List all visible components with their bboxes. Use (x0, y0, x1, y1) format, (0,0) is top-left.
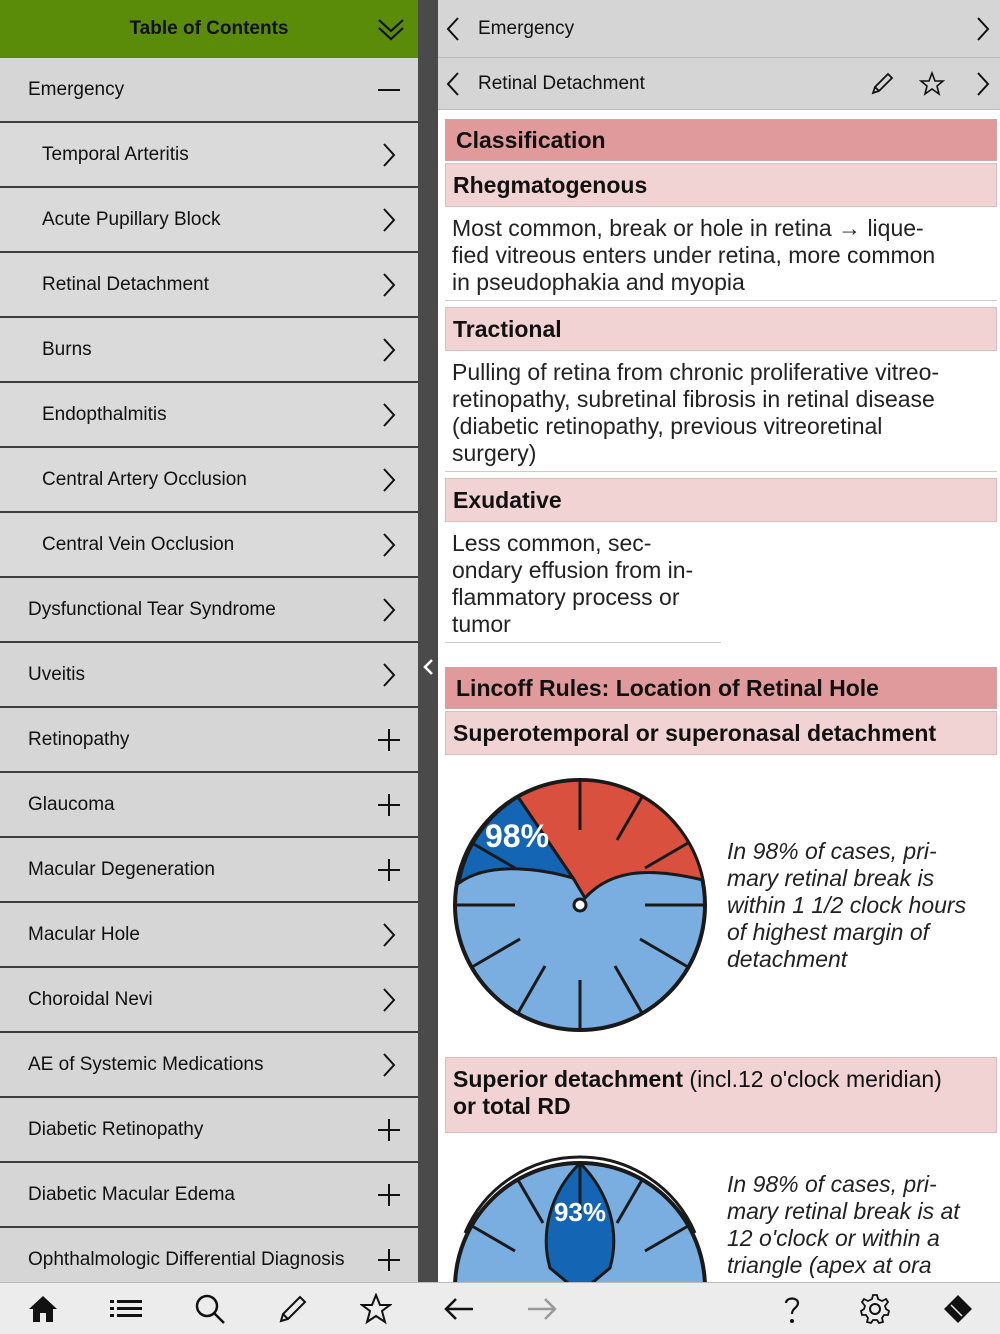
plus-icon[interactable] (374, 1115, 404, 1145)
toc-title: Table of Contents (129, 18, 289, 39)
text-line: (diabetic retinopathy, previous vitreoretinal (452, 413, 883, 439)
chevron-right-icon[interactable] (374, 660, 404, 690)
arrow-left-icon[interactable] (443, 1293, 475, 1325)
toc-item[interactable] (0, 1228, 418, 1282)
chevron-right-icon[interactable] (374, 465, 404, 495)
chevron-right-icon[interactable] (374, 530, 404, 560)
toc-item-label: Diabetic Macular Edema (28, 1183, 235, 1205)
retina-clock-diagram (445, 1153, 715, 1282)
diagram-superotemporal (445, 755, 997, 1055)
toc-item-label: Central Vein Occlusion (42, 533, 235, 555)
tractional-header: Tractional (445, 307, 997, 351)
text-line: In 98% of cases, pri- (727, 837, 937, 864)
star-icon[interactable] (360, 1293, 392, 1325)
chevron-right-icon[interactable] (968, 15, 996, 43)
section-title: Emergency (478, 17, 575, 39)
plus-icon[interactable] (374, 1180, 404, 1210)
toc-item-label: Diabetic Retinopathy (28, 1118, 204, 1140)
chevron-right-icon[interactable] (374, 270, 404, 300)
text-line: surgery) (452, 440, 537, 466)
text-line: flammatory process or (452, 584, 680, 610)
tractional-text (445, 351, 997, 472)
home-icon[interactable] (27, 1293, 59, 1325)
diagram2-percent-label: 93% (553, 1197, 607, 1227)
text-line: Pulling of retina from chronic proliferative vitreo- (452, 359, 940, 385)
toc-item[interactable] (0, 383, 418, 448)
toc-item-label: Ophthalmologic Differential Diagnosis (28, 1248, 345, 1270)
toc-item-label: Central Artery Occlusion (42, 468, 247, 490)
plus-icon[interactable] (374, 1245, 404, 1275)
chevron-right-icon[interactable] (374, 140, 404, 170)
text-line: detachment (727, 945, 848, 972)
toc-header (0, 0, 418, 58)
tag-icon[interactable] (942, 1293, 974, 1325)
toc-item-label: Acute Pupillary Block (42, 208, 221, 230)
search-icon[interactable] (194, 1293, 226, 1325)
pane-divider[interactable] (418, 0, 438, 1282)
exudative-header: Exudative (445, 478, 997, 522)
exudative-text (445, 522, 721, 643)
superotemporal-header: Superotemporal or superonasal detachment (445, 711, 997, 755)
toc-item[interactable] (0, 448, 418, 513)
text-line: retinopathy, subretinal fibrosis in retinal disease (452, 386, 935, 412)
text-line: tumor (452, 611, 511, 637)
star-icon[interactable] (918, 70, 946, 98)
retina-clock-diagram (445, 770, 715, 1040)
toc-item[interactable] (0, 513, 418, 578)
toc-item-label: Temporal Arteritis (42, 143, 189, 165)
toc-item-label: Macular Degeneration (28, 858, 215, 880)
toc-item[interactable] (0, 1098, 418, 1163)
superior-title-light: (incl.12 o'clock meridian) (683, 1066, 942, 1092)
toc-item-label: Uveitis (28, 663, 86, 685)
toc-item-label: Macular Hole (28, 923, 140, 945)
toc-item-label: Retinal Detachment (42, 273, 209, 295)
toc-item[interactable] (0, 253, 418, 318)
toc-item-label: Glaucoma (28, 793, 115, 815)
diagram-superior (445, 1133, 997, 1282)
pencil-icon[interactable] (868, 70, 896, 98)
toc-item-label: Endopthalmitis (42, 403, 167, 425)
minus-icon[interactable] (374, 75, 404, 105)
chevron-right-icon[interactable] (374, 1050, 404, 1080)
content-pane (438, 0, 1000, 1282)
toc-list (0, 58, 418, 1282)
chevron-right-icon[interactable] (374, 595, 404, 625)
text-line: triangle (apex at ora (727, 1252, 932, 1278)
chevron-left-icon[interactable] (440, 15, 468, 43)
toc-item[interactable] (0, 643, 418, 708)
toc-item[interactable] (0, 903, 418, 968)
help-icon[interactable] (776, 1293, 808, 1325)
collapse-sidebar-icon[interactable] (420, 654, 436, 680)
classification-header: Classification (445, 119, 997, 161)
chevron-right-icon[interactable] (968, 70, 996, 98)
toc-item[interactable] (0, 123, 418, 188)
plus-icon[interactable] (374, 725, 404, 755)
chevron-left-icon[interactable] (440, 70, 468, 98)
toc-item[interactable] (0, 188, 418, 253)
list-icon[interactable] (110, 1293, 142, 1325)
plus-icon[interactable] (374, 855, 404, 885)
toc-item-label: AE of Systemic Medications (28, 1053, 264, 1075)
chevron-right-icon[interactable] (374, 920, 404, 950)
toc-item[interactable] (0, 58, 418, 123)
text-line: within 1 1/2 clock hours (727, 891, 967, 918)
chevron-right-icon[interactable] (374, 335, 404, 365)
chevron-right-icon[interactable] (374, 985, 404, 1015)
chevron-right-icon[interactable] (374, 400, 404, 430)
text-line: in pseudophakia and myopia (452, 269, 745, 295)
text-line: mary retinal break is at (727, 1198, 960, 1224)
arrow-right-icon[interactable] (526, 1293, 558, 1325)
toc-item[interactable] (0, 773, 418, 838)
toc-item-label: Burns (42, 338, 92, 360)
diagram1-caption (715, 838, 966, 973)
text-line: fied vitreous enters under retina, more common (452, 242, 936, 268)
superior-detachment-header (445, 1057, 997, 1133)
plus-icon[interactable] (374, 790, 404, 820)
gear-icon[interactable] (859, 1293, 891, 1325)
superior-title-bold: Superior detachment (453, 1066, 684, 1092)
topic-title: Retinal Detachment (478, 72, 645, 94)
text-line: ondary effusion from in- (452, 557, 694, 583)
bottom-toolbar (0, 1282, 1000, 1334)
toc-item[interactable] (0, 578, 418, 643)
text-line: Most common, break or hole in retina → lique- (452, 215, 924, 241)
toc-item-label: Dysfunctional Tear Syndrome (28, 598, 276, 620)
table-of-contents-pane (0, 0, 418, 1282)
toc-item[interactable] (0, 1163, 418, 1228)
collapse-all-icon[interactable] (376, 14, 406, 44)
toc-item[interactable] (0, 968, 418, 1033)
toc-item[interactable] (0, 838, 418, 903)
lincoff-rules-header: Lincoff Rules: Location of Retinal Hole (445, 667, 997, 709)
diagram2-caption (715, 1153, 960, 1279)
text-line: Less common, sec- (452, 530, 652, 556)
diagram1-percent-label: 98% (484, 818, 550, 854)
toc-item-label: Emergency (28, 78, 125, 100)
section-navbar (438, 0, 1000, 58)
pencil-icon[interactable] (277, 1293, 309, 1325)
toc-item[interactable] (0, 1033, 418, 1098)
article-content (438, 111, 1000, 1282)
rhegmatogenous-text (445, 207, 997, 301)
chevron-right-icon[interactable] (374, 205, 404, 235)
toc-item-label: Retinopathy (28, 728, 130, 750)
text-line: of highest margin of (727, 918, 930, 945)
superior-title-bold2: or total RD (453, 1093, 571, 1119)
text-line: mary retinal break is (727, 864, 935, 891)
toc-item[interactable] (0, 708, 418, 773)
text-line: In 98% of cases, pri- (727, 1171, 937, 1197)
toc-item[interactable] (0, 318, 418, 383)
text-line: 12 o'clock or within a (727, 1225, 940, 1251)
topic-navbar (438, 58, 1000, 110)
toc-item-label: Choroidal Nevi (28, 988, 153, 1010)
rhegmatogenous-header: Rhegmatogenous (445, 163, 997, 207)
